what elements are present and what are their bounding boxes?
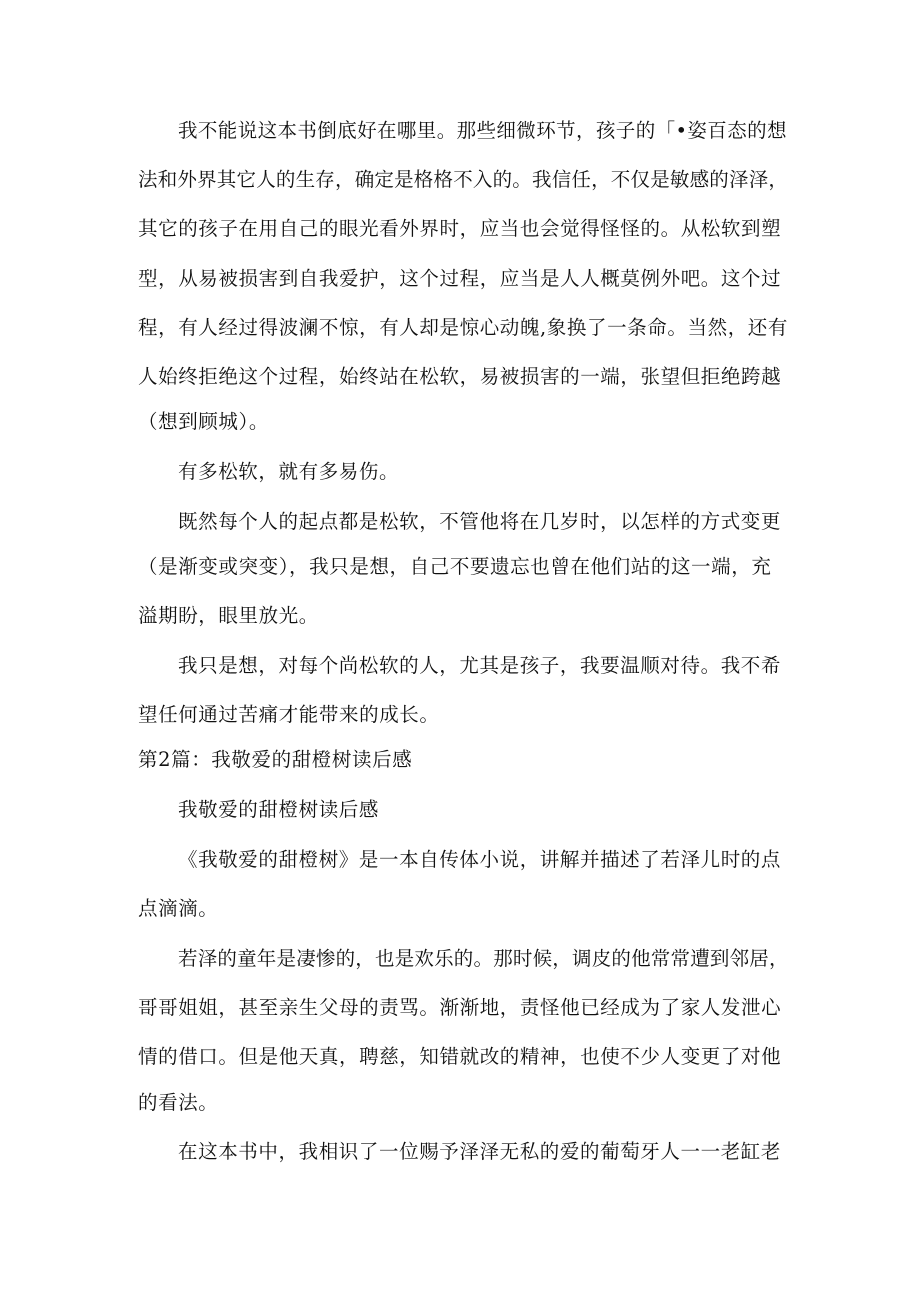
paragraph-line: 程，有人经过得波澜不惊，有人却是惊心动魄,象换了一条命。当然，还有	[138, 316, 788, 339]
article-title: 我敬爱的甜橙树读后感	[178, 798, 380, 821]
paragraph-line: 哥哥姐姐，甚至亲生父母的责骂。渐渐地，责怪他已经成为了家人发泄心	[138, 996, 782, 1019]
paragraph-line: 在这本书中，我相识了一位赐予泽泽无私的爱的葡萄牙人一一老缸老	[178, 1140, 782, 1163]
paragraph-line: 我不能说这本书倒底好在哪里。那些细微环节，孩子的「•姿百态的想	[178, 119, 787, 142]
paragraph-line: 既然每个人的起点都是松软，不管他将在几岁时，以怎样的方式变更	[178, 510, 782, 533]
paragraph-line: 望任何通过苦痛才能带来的成长。	[138, 703, 440, 726]
paragraph-line: 溢期盼，眼里放光。	[138, 604, 319, 627]
paragraph-line: 情的借口。但是他天真，聘慈，知错就改的精神，也使不少人变更了对他	[138, 1045, 782, 1068]
paragraph-line: 《我敬爱的甜橙树》是一本自传体小说，讲解并描述了若泽儿时的点	[178, 848, 782, 871]
paragraph-line: 型，从易被损害到自我爱护，这个过程，应当是人人概莫例外吧。这个过	[138, 267, 782, 290]
paragraph-line: 若泽的童年是凄惨的，也是欢乐的。那时候，调皮的他常常遭到邻居，	[178, 947, 789, 970]
paragraph-line: 点滴滴。	[138, 897, 219, 920]
paragraph-line: （是渐变或突变），我只是想，自己不要遗忘也曾在他们站的这一端，充	[138, 555, 772, 578]
paragraph-line: （想到顾城）。	[138, 410, 269, 433]
paragraph-line: 有多松软，就有多易伤。	[178, 460, 400, 483]
paragraph-line: 法和外界其它人的生存，确定是格格不入的。我信任，不仅是敏感的泽泽，	[138, 168, 789, 191]
paragraph-line: 其它的孩子在用自己的眼光看外界时，应当也会觉得怪怪的。从松软到塑	[138, 217, 782, 240]
paragraph-line: 人始终拒绝这个过程，始终站在松软，易被损害的一端，张望但拒绝跨越	[138, 365, 782, 388]
paragraph-line: 的看法。	[138, 1091, 219, 1114]
section-heading: 第2篇：我敬爱的甜橙树读后感	[138, 748, 413, 771]
paragraph-line: 我只是想，对每个尚松软的人，尤其是孩子，我要温顺对待。我不希	[178, 654, 782, 677]
